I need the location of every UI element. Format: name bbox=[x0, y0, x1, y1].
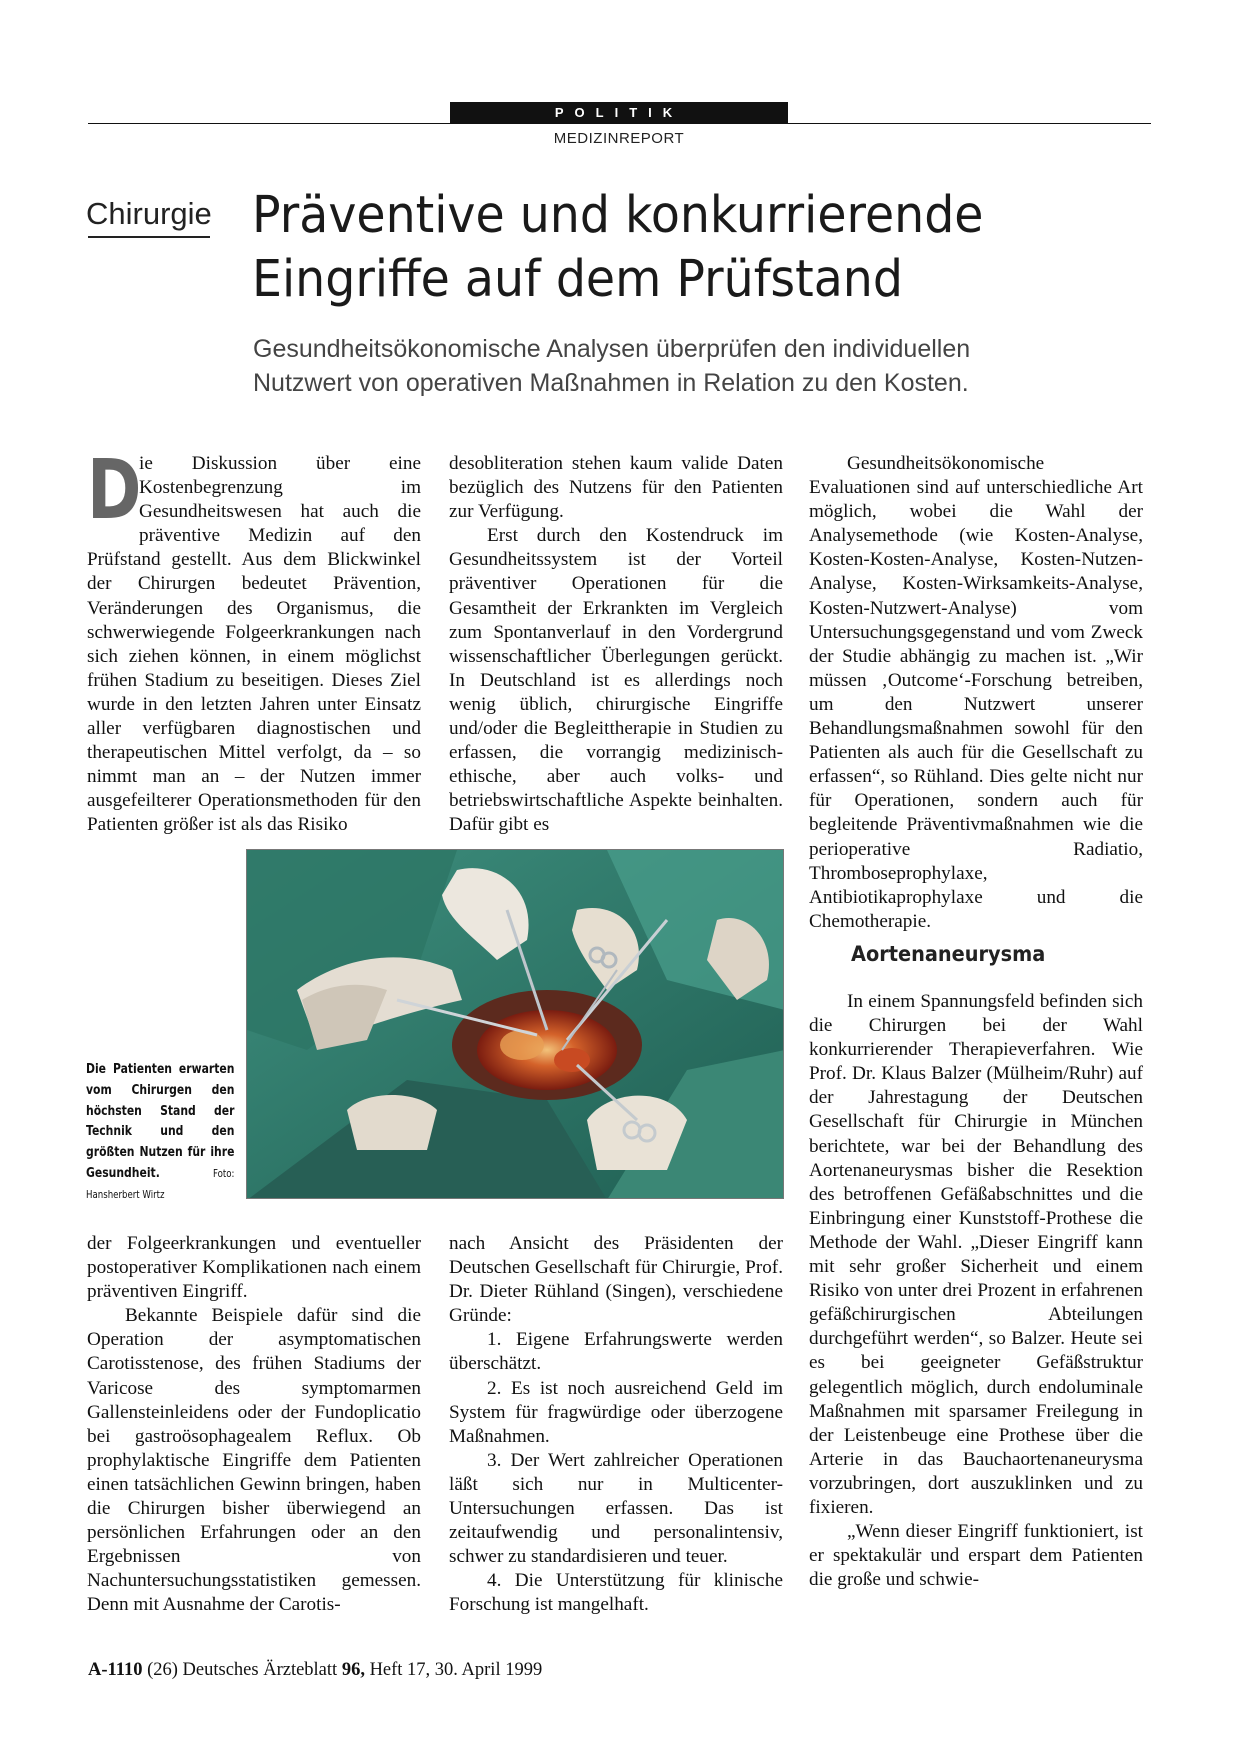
paragraph-examples: Bekannte Beispiele dafür sind die Operation der asymptomatischen Carotisstenose, des frühen Stadiums der Varicose des symptomarmen Gallensteinleidens oder der Fundoplicatio bei gastroösophagealem Reflux. Ob prophylaktische Eingriffe dem Patienten einen tatsächlichen Gewinn bringen, haben die Chirurgen bisher überwiegend an persönlichen Erfahrungen oder an den Ergebnissen von Nachuntersuchungsstatistiken gemessen. Denn mit Ausnahme der Carotis- bbox=[87, 1305, 421, 1616]
article-headline bbox=[252, 184, 1089, 312]
photo-credit: Foto: Hansherbert Wirtz bbox=[86, 1167, 235, 1201]
paragraph-reasons: nach Ansicht des Präsidenten der Deutschen Gesellschaft für Chirurgie, Prof. Dr. Dieter Rühland (Singen), verschiedene Gründe: bbox=[449, 1233, 783, 1327]
paragraph-continuation: desobliteration stehen kaum valide Daten bezüglich des Nutzens für den Patienten zur Verfügung. bbox=[449, 453, 783, 523]
subheading-aortenaneurysma: Aortenaneurysma bbox=[851, 942, 1046, 966]
column-2-top bbox=[449, 452, 783, 838]
drop-cap: D bbox=[87, 443, 142, 538]
journal-date: Heft 17, 30. April 1999 bbox=[369, 1660, 543, 1680]
surgery-photo bbox=[246, 849, 784, 1199]
paragraph-aortenaneurysma: In einem Spannungsfeld befinden sich die Chirurgen bei der Wahl konkurrierender Therapieverfahren. Wie Prof. Dr. Klaus Balzer (Mülheim/Ruhr) auf der Jahrestagung der Deutschen Gesellschaft für Chirurgie in München berichtete, war bei der Behandlung des Aortenaneurysmas bisher die Resektion des betroffenen Gefäßabschnittes und die Einbringung einer Kunststoff-Prothese die Methode der Wahl. „Dieser Eingriff kann mit sehr großer Sicherheit und einem Risiko von unter drei Prozent in erfahrenen gefäßchirurgischen Abteilungen durchgeführt werden“, so Balzer. Heute sei es bei geeigneter Gefäßstruktur gelegentlich möglich, durch endoluminale Maßnahmen mit sparsamer Freilegung in der Leistenbeuge eine Prothese über die Arterie in das Bauchaortenaneurysma vorzubringen, dort auszuklinken und zu fixieren. bbox=[809, 991, 1143, 1518]
article-subtitle bbox=[253, 332, 1153, 400]
page-footer bbox=[88, 1660, 542, 1681]
subtitle-line-1: Gesundheitsökonomische Analysen überprüfen den individuellen bbox=[253, 335, 971, 363]
reason-item-2: 2. Es ist noch ausreichend Geld im System für fragwürdige oder überzogene Maßnahmen. bbox=[449, 1377, 783, 1447]
column-1-bottom bbox=[87, 1232, 421, 1618]
intro-text: ie Diskussion über eine Kostenbegrenzung im Gesundheitswesen hat auch die präventive Medizin auf den Prüfstand gestellt. Aus dem Blickwinkel der Chirurgen bedeutet Prävention, Veränderungen des Organismus, die schwerwiegende Folgeerkrankungen nach sich ziehen können, in einem möglichst frühen Stadium zu beseitigen. Dieses Ziel wurde in den letzten Jahren unter Einsatz aller verfügbaren diagnostischen und therapeutischen Mittel verfolgt, da – so nimmt man an – der Nutzen immer ausgefeilterer Operationsmethoden für den Patienten größer ist als das Risiko bbox=[87, 453, 421, 836]
intro-continuation: der Folgeerkrankungen und eventueller postoperativer Komplikationen nach einem präventiven Eingriff. bbox=[87, 1233, 421, 1303]
headline-line-1: Präventive und konkurrierende bbox=[252, 186, 984, 245]
paragraph-evaluation: Gesundheitsökonomische Evaluationen sind auf unterschiedliche Art möglich, wobei die Wahl der Analysemethode (wie Kosten-Analyse, Kosten-Kosten-Analyse, Kosten-Nutzen-Analyse, Kosten-Wirksamkeits-Analyse, Kosten-Nutzwert-Analyse) vom Untersuchungsgegenstand und vom Zweck der Studie abhängig zu machen ist. „Wir müssen ‚Outcome‘-Forschung betreiben, um den Nutzwert unserer Behandlungsmaßnahmen sowohl für den Patienten als auch für die Gesellschaft zu erfassen“, so Rühland. Dies gelte nicht nur für Operationen, sondern auch für begleitende Präventivmaßnahmen wie die perioperative Radiatio, Thromboseprophylaxe, Antibiotikaprophylaxe und die Chemotherapie. bbox=[809, 453, 1143, 932]
section-label: POLITIK bbox=[450, 102, 788, 124]
headline-line-2: Eingriffe auf dem Prüfstand bbox=[252, 250, 903, 309]
column-3-top bbox=[809, 452, 1143, 934]
journal-issue: (26) Deutsches Ärzteblatt bbox=[147, 1660, 338, 1680]
column-1-top bbox=[87, 443, 421, 838]
paragraph-cost-pressure: Erst durch den Kostendruck im Gesundheitssystem ist der Vorteil präventiver Operationen für die Gesamtheit der Erkrankten im Vergleich zum Spontanverlauf in den Vordergrund wissenschaftlicher Überlegungen gerückt. In Deutschland ist es allerdings noch wenig üblich, chirurgische Eingriffe und/oder die Begleittherapie in Studien zu erfassen, die vorrangig medizinisch-ethische, aber auch volks- und betriebswirtschaftliche Aspekte beinhalten. Dafür gibt es bbox=[449, 525, 783, 836]
reason-item-4: 4. Die Unterstützung für klinische Forschung ist mangelhaft. bbox=[449, 1570, 783, 1616]
surgery-photo-illustration bbox=[247, 850, 784, 1199]
header-rule bbox=[88, 123, 1151, 124]
photo-caption bbox=[86, 1060, 234, 1206]
subtitle-line-2: Nutzwert von operativen Maßnahmen in Relation zu den Kosten. bbox=[253, 369, 969, 397]
reason-item-1: 1. Eigene Erfahrungswerte werden überschätzt. bbox=[449, 1329, 783, 1375]
column-3-bottom bbox=[809, 990, 1143, 1592]
journal-volume: 96, bbox=[341, 1660, 365, 1680]
subsection-label: MEDIZINREPORT bbox=[553, 130, 685, 147]
page-number: A-1110 bbox=[88, 1660, 143, 1680]
paragraph-quote: „Wenn dieser Eingriff funktioniert, ist er spektakulär und erspart dem Patienten die große und schwie- bbox=[809, 1521, 1143, 1591]
reason-item-3: 3. Der Wert zahlreicher Operationen läßt sich nur in Multicenter-Untersuchungen erfassen. Das ist zeitaufwendig und personalintensiv, schwer zu standardisieren und teuer. bbox=[449, 1449, 783, 1568]
intro-paragraph bbox=[87, 443, 421, 838]
column-2-bottom bbox=[449, 1232, 783, 1618]
article-kicker: Chirurgie bbox=[86, 196, 212, 231]
caption-text: Die Patienten erwarten vom Chirurgen den höchsten Stand der Technik und den größten Nutzen für ihre Gesundheit. bbox=[86, 1062, 235, 1181]
kicker-underline bbox=[88, 236, 210, 238]
